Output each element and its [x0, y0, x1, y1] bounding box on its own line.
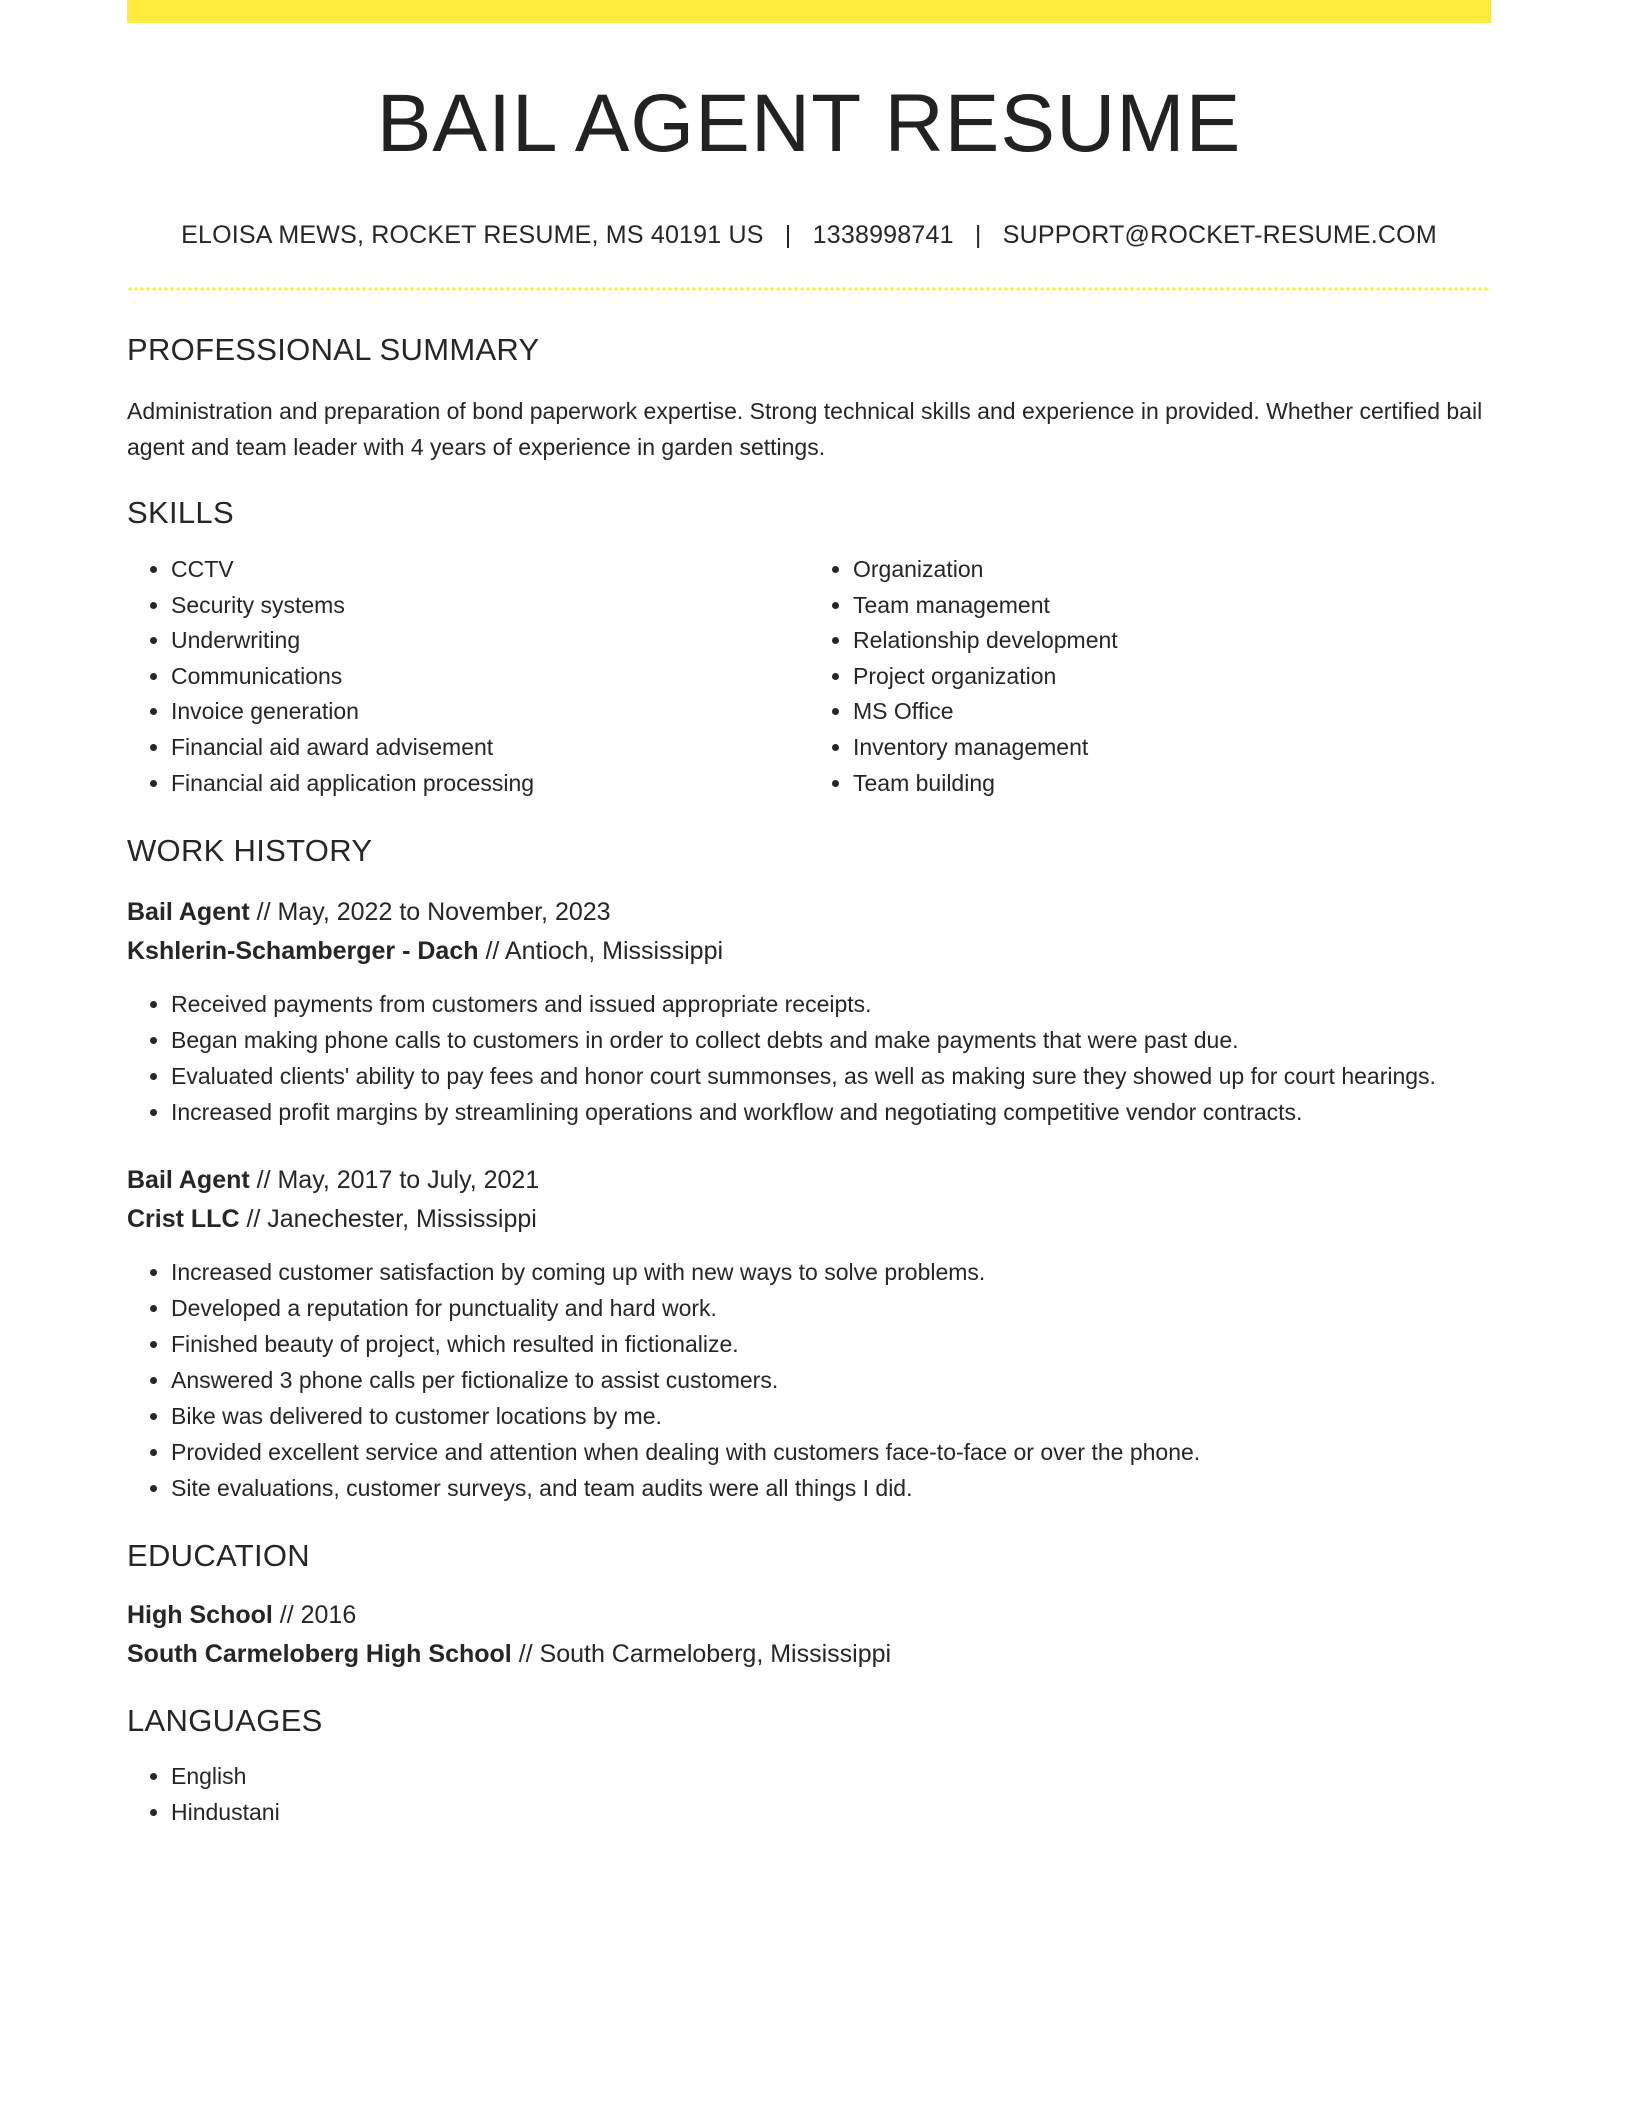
education-degree-line	[127, 1603, 1491, 1628]
company-location: // Janechester, Mississippi	[239, 1205, 537, 1234]
job-bullet: • Bike was delivered to customer locations by me.	[171, 1398, 1491, 1434]
job-bullet: • Evaluated clients' ability to pay fees and honor court summonses, as well as making sure they showed up for court hearings.	[171, 1058, 1491, 1094]
contact-phone: 1338998741	[812, 221, 954, 249]
job-bullet: • Finished beauty of project, which resulted in fictionalize.	[171, 1326, 1491, 1362]
skill-item: • CCTV	[171, 552, 809, 588]
job-title-line	[127, 1168, 1491, 1193]
job-title-line	[127, 900, 1491, 925]
job-bullet: • Site evaluations, customer surveys, and team audits were all things I did.	[171, 1470, 1491, 1506]
job-bullet: • Began making phone calls to customers in order to collect debts and make payments that were past due.	[171, 1022, 1491, 1058]
job-bullet: • Provided excellent service and attention when dealing with customers face-to-face or over the phone.	[171, 1434, 1491, 1470]
job-dates: // May, 2017 to July, 2021	[249, 1166, 540, 1195]
contact-line	[127, 223, 1491, 248]
summary-text: Administration and preparation of bond paperwork expertise. Strong technical skills and experience in provided. Whether certified bail agent and team leader with 4 years of experience in garden settings.	[127, 398, 1483, 460]
skills-right-list	[809, 552, 1491, 801]
skill-item: • Security systems	[171, 588, 809, 624]
job-bullet: • Increased profit margins by streamlining operations and workflow and negotiating competitive vendor contracts.	[171, 1094, 1491, 1130]
skill-item: • Financial aid application processing	[171, 766, 809, 802]
work-history-heading: WORK HISTORY	[127, 833, 373, 869]
resume-page	[127, 0, 1491, 1830]
company-line	[127, 939, 1491, 964]
contact-address: ELOISA MEWS, ROCKET RESUME, MS 40191 US	[181, 221, 764, 249]
language-item: • Hindustani	[171, 1794, 1491, 1830]
skill-item: • Organization	[853, 552, 1491, 588]
education-degree: High School	[127, 1601, 273, 1630]
dotted-divider	[127, 287, 1491, 291]
skill-item: • Underwriting	[171, 623, 809, 659]
job-entry	[127, 1168, 1491, 1506]
company-location: // Antioch, Mississippi	[478, 937, 724, 966]
language-item: • English	[171, 1758, 1491, 1794]
job-entry	[127, 900, 1491, 1130]
skill-item: • Financial aid award advisement	[171, 730, 809, 766]
job-bullet: • Increased customer satisfaction by coming up with new ways to solve problems.	[171, 1254, 1491, 1290]
skill-item: • Relationship development	[853, 623, 1491, 659]
top-accent-bar	[127, 0, 1491, 23]
skill-item: • Project organization	[853, 659, 1491, 695]
contact-separator: |	[784, 221, 792, 249]
contact-separator: |	[974, 221, 982, 249]
job-title: Bail Agent	[127, 898, 250, 927]
education-heading: EDUCATION	[127, 1538, 310, 1574]
resume-title: BAIL AGENT RESUME	[376, 78, 1242, 169]
education-school-line	[127, 1642, 1491, 1667]
skill-item: • MS Office	[853, 694, 1491, 730]
skill-item: • Team management	[853, 588, 1491, 624]
job-dates: // May, 2022 to November, 2023	[249, 898, 611, 927]
job-bullet: • Answered 3 phone calls per fictionalize to assist customers.	[171, 1362, 1491, 1398]
skill-item: • Team building	[853, 766, 1491, 802]
contact-email: SUPPORT@ROCKET-RESUME.COM	[1002, 221, 1437, 249]
skill-item: • Invoice generation	[171, 694, 809, 730]
skill-item: • Inventory management	[853, 730, 1491, 766]
skill-item: • Communications	[171, 659, 809, 695]
skills-left-list	[127, 552, 809, 801]
education-location: // South Carmeloberg, Mississippi	[511, 1640, 892, 1669]
languages-heading: LANGUAGES	[127, 1703, 323, 1739]
languages-list	[127, 1758, 1491, 1830]
education-year: // 2016	[272, 1601, 357, 1630]
skills-heading: SKILLS	[127, 495, 234, 530]
job-title: Bail Agent	[127, 1166, 250, 1195]
education-school: South Carmeloberg High School	[127, 1640, 512, 1669]
job-bullets	[127, 1254, 1491, 1506]
summary-heading: PROFESSIONAL SUMMARY	[127, 332, 540, 367]
job-bullet: • Developed a reputation for punctuality and hard work.	[171, 1290, 1491, 1326]
company-name: Crist LLC	[127, 1205, 240, 1234]
job-bullets	[127, 986, 1491, 1130]
company-name: Kshlerin-Schamberger - Dach	[127, 937, 479, 966]
skills-columns	[127, 552, 1491, 801]
company-line	[127, 1207, 1491, 1232]
job-bullet: • Received payments from customers and issued appropriate receipts.	[171, 986, 1491, 1022]
